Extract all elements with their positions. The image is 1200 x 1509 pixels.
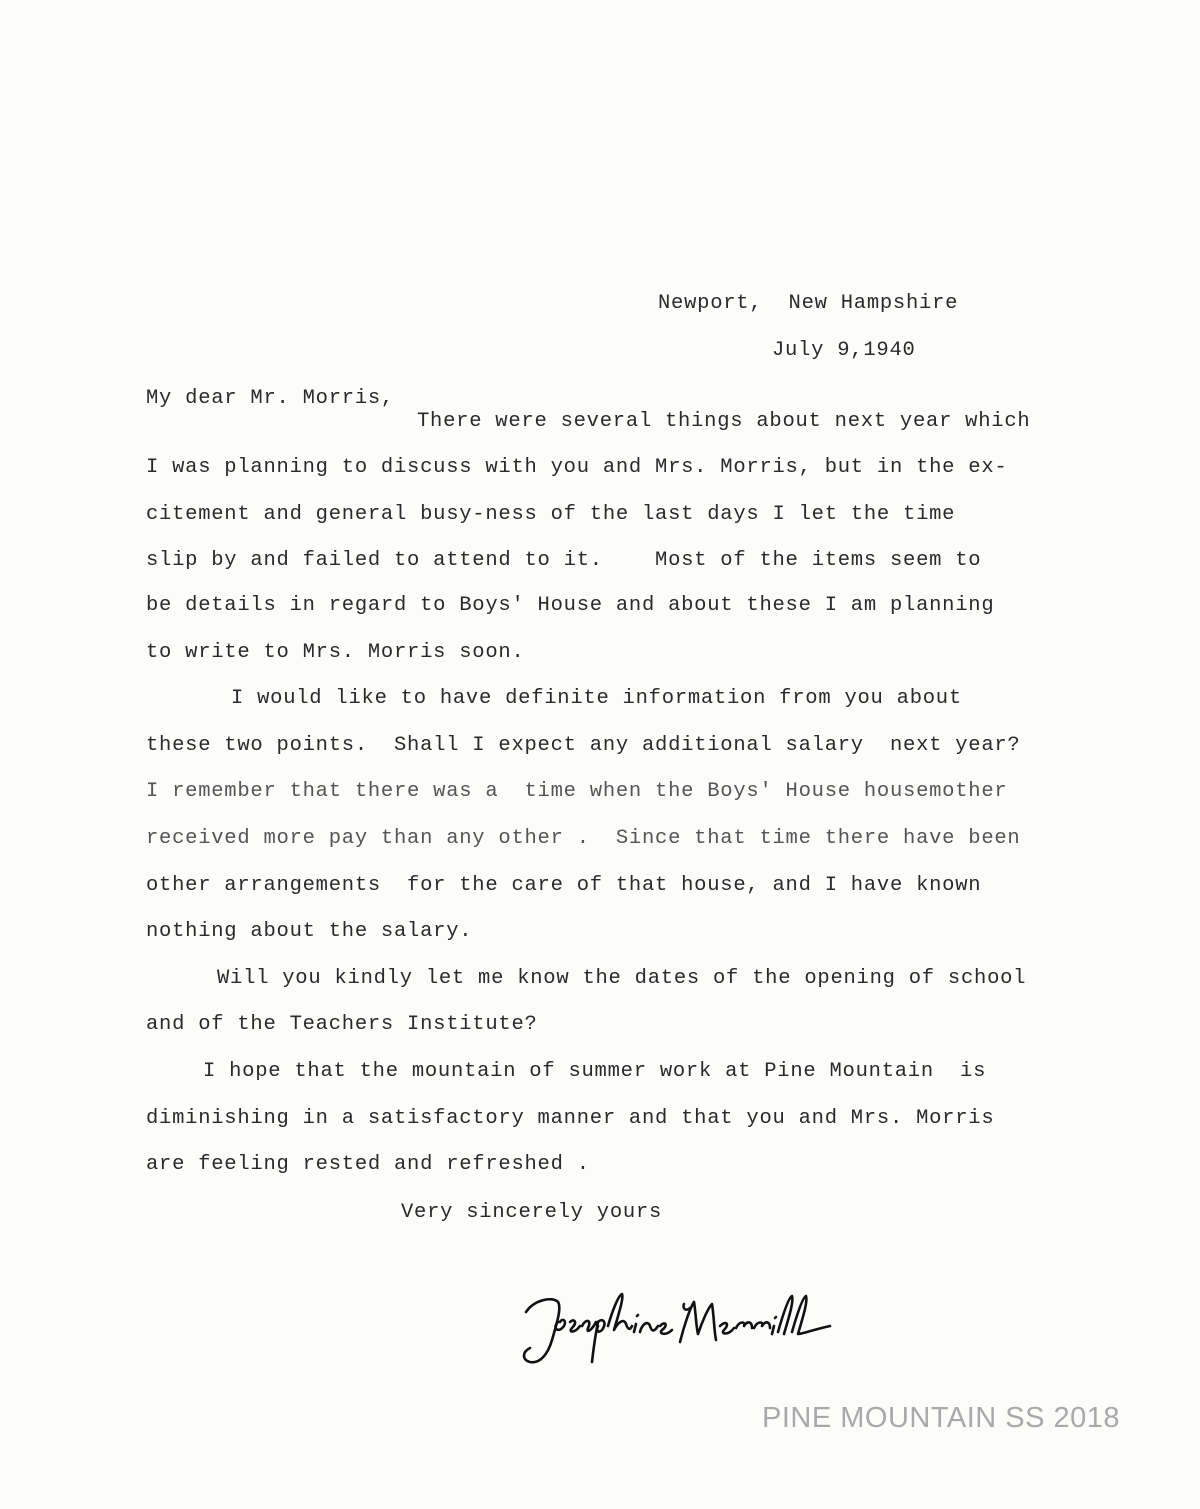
letter-salutation: My dear Mr. Morris,: [146, 387, 394, 410]
text-line: nothing about the salary.: [146, 920, 473, 943]
text-line: diminishing in a satisfactory manner and that you and Mrs. Morris: [146, 1107, 995, 1130]
text-line: these two points. Shall I expect any additional salary next year?: [146, 734, 1021, 757]
text-line: other arrangements for the care of that house, and I have known: [146, 874, 982, 897]
text-line: citement and general busy-ness of the last days I let the time: [146, 503, 956, 526]
text-line: I would like to have definite information from you about: [231, 687, 962, 710]
letter-closing: Very sincerely yours: [401, 1201, 663, 1224]
text-line: slip by and failed to attend to it. Most of the items seem to: [146, 549, 982, 572]
text-line: be details in regard to Boys' House and about these I am planning: [146, 594, 995, 617]
letter-date: July 9,1940: [772, 339, 916, 362]
text-line: received more pay than any other . Since that time there have been: [146, 827, 1021, 850]
archive-watermark: PINE MOUNTAIN SS 2018: [762, 1402, 1121, 1434]
text-line: I hope that the mountain of summer work at Pine Mountain is: [203, 1060, 987, 1083]
handwritten-signature: [512, 1282, 842, 1372]
text-line: There were several things about next year which: [417, 410, 1031, 433]
text-line: to write to Mrs. Morris soon.: [146, 641, 525, 664]
text-line: and of the Teachers Institute?: [146, 1013, 538, 1036]
text-line: Will you kindly let me know the dates of the opening of school: [217, 967, 1027, 990]
text-line: are feeling rested and refreshed .: [146, 1153, 590, 1176]
text-line: I was planning to discuss with you and Mrs. Morris, but in the ex-: [146, 456, 1008, 479]
letter-place: Newport, New Hampshire: [658, 292, 959, 315]
text-line: I remember that there was a time when the Boys' House housemother: [146, 780, 1008, 803]
